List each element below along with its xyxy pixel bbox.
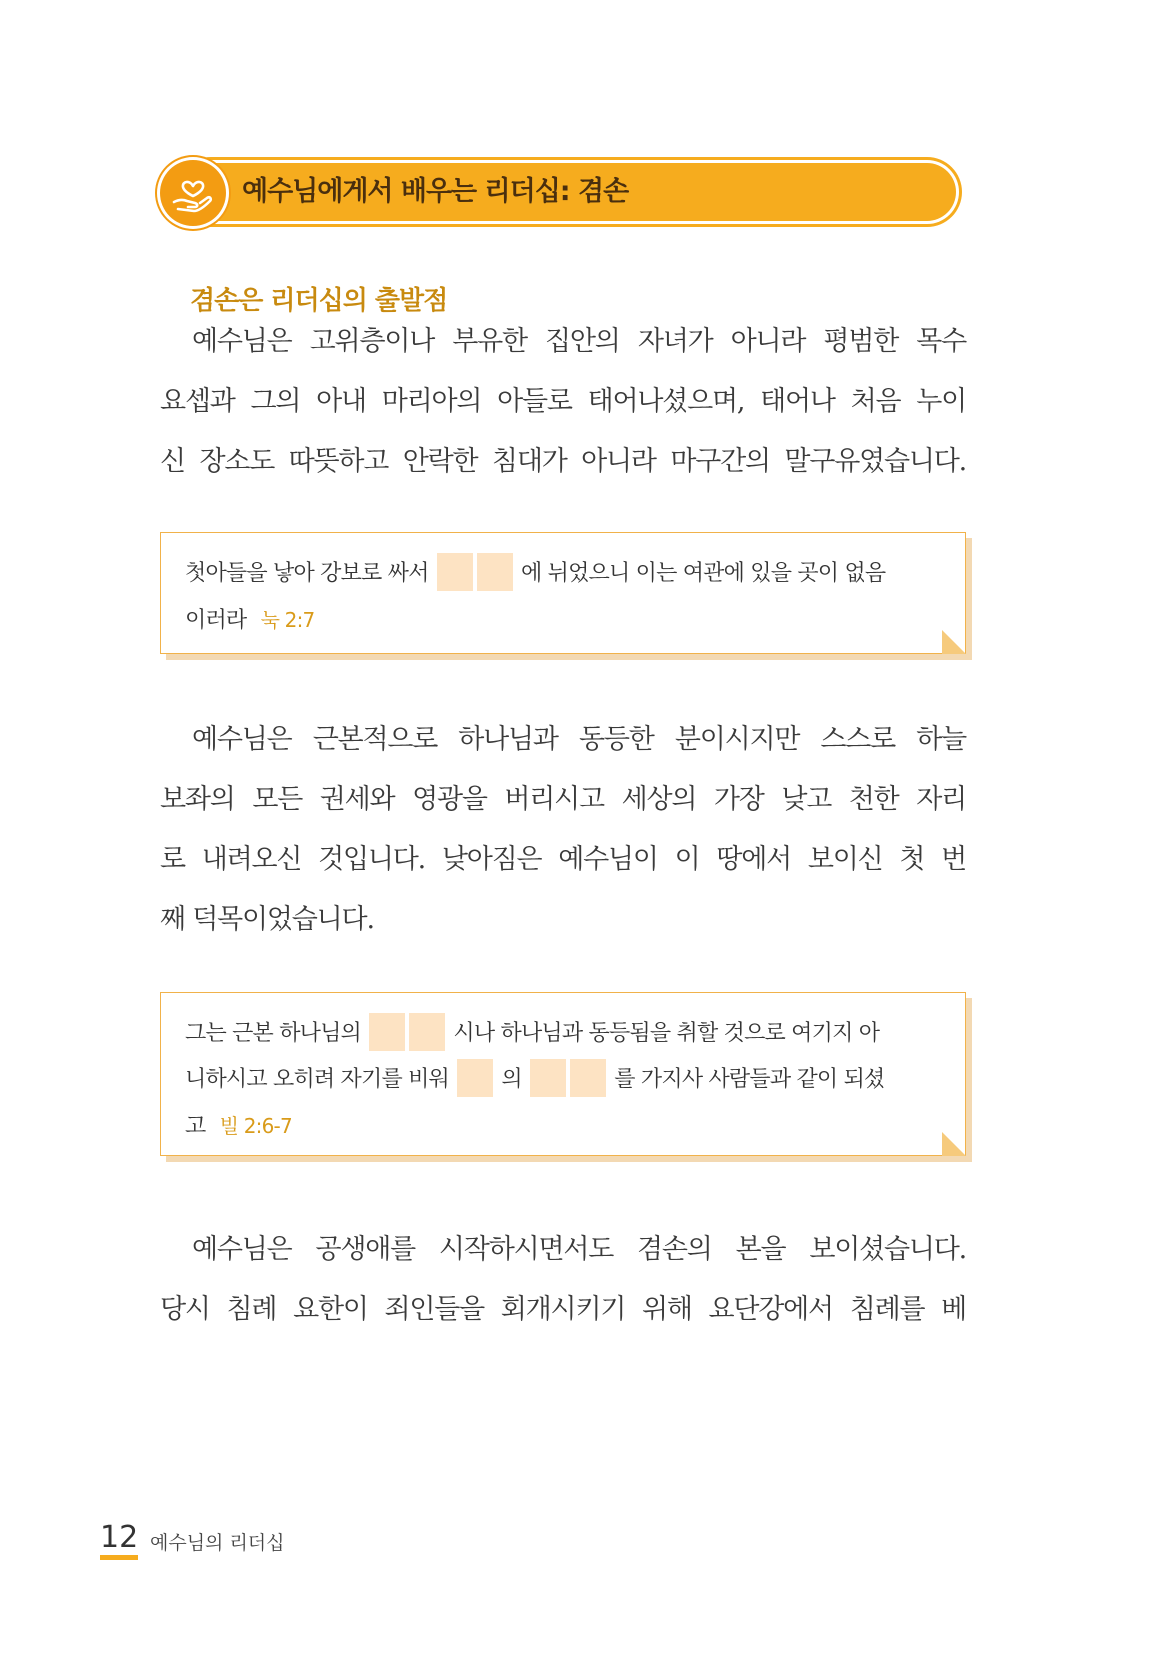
scripture-reference: 눅 2:7: [260, 608, 315, 632]
quote-text: 이러라: [185, 608, 247, 633]
book-title: 예수님의 리더십: [150, 1532, 285, 1554]
fill-in-blank: [530, 1059, 566, 1097]
quote-text: 에 뉘었으니 이는 여관에 있을 곳이 없음: [520, 561, 886, 586]
quote-text: 그는 근본 하나님의: [185, 1021, 362, 1046]
quote-text: 첫아들을 낳아 강보로 싸서: [185, 561, 429, 586]
paragraph-line: 째 덕목이었습니다.: [160, 904, 374, 935]
paragraph-line: 신 장소도 따뜻하고 안락한 침대가 아니라 마구간의 말구유였습니다.: [160, 446, 966, 477]
paragraph-2: [160, 710, 966, 950]
paragraph-1: [160, 312, 966, 492]
fill-in-blank: [369, 1013, 405, 1051]
section-banner: [160, 160, 960, 226]
quote-text: 니하시고 오히려 자기를 비워: [185, 1067, 450, 1092]
paragraph-line: 당시 침례 요한이 죄인들을 회개시키기 위해 요단강에서 침례를 베: [160, 1294, 966, 1325]
fill-in-blank: [570, 1059, 606, 1097]
page-fold-corner: [942, 630, 966, 654]
scripture-quote-box: [160, 532, 966, 654]
hand-heart-icon: [160, 160, 226, 226]
fill-in-blank: [437, 553, 473, 591]
paragraph-line: 예수님은 근본적으로 하나님과 동등한 분이시지만 스스로 하늘: [192, 724, 966, 755]
paragraph-line: 요셉과 그의 아내 마리아의 아들로 태어나셨으며, 태어나 처음 누이: [160, 386, 966, 417]
scripture-reference: 빌 2:6-7: [219, 1114, 292, 1138]
page-fold-corner: [942, 1132, 966, 1156]
banner-title: 예수님에게서 배우는 리더십: 겸손: [242, 176, 629, 207]
paragraph-line: 보좌의 모든 권세와 영광을 버리시고 세상의 가장 낮고 천한 자리: [160, 784, 966, 815]
section-heading: 겸손은 리더십의 출발점: [190, 286, 448, 316]
paragraph-line: 예수님은 공생애를 시작하시면서도 겸손의 본을 보이셨습니다.: [192, 1234, 966, 1265]
fill-in-blank: [457, 1059, 493, 1097]
paragraph-3: [160, 1220, 966, 1340]
fill-in-blank: [477, 553, 513, 591]
page-number: 12: [100, 1520, 139, 1555]
paragraph-line: 예수님은 고위층이나 부유한 집안의 자녀가 아니라 평범한 목수: [192, 326, 966, 357]
fill-in-blank: [409, 1013, 445, 1051]
quote-text: 를 가지사 사람들과 같이 되셨: [614, 1067, 885, 1092]
quote-text: 고: [185, 1114, 206, 1139]
quote-text: 의: [501, 1067, 522, 1092]
scripture-quote: [185, 1011, 935, 1149]
scripture-quote: [185, 551, 935, 643]
page-number-underline: [100, 1555, 138, 1560]
quote-text: 시나 하나님과 동등됨을 취할 것으로 여기지 아: [453, 1021, 880, 1046]
paragraph-line: 로 내려오신 것입니다. 낮아짐은 예수님이 이 땅에서 보이신 첫 번: [160, 844, 966, 875]
scripture-quote-box: [160, 992, 966, 1156]
